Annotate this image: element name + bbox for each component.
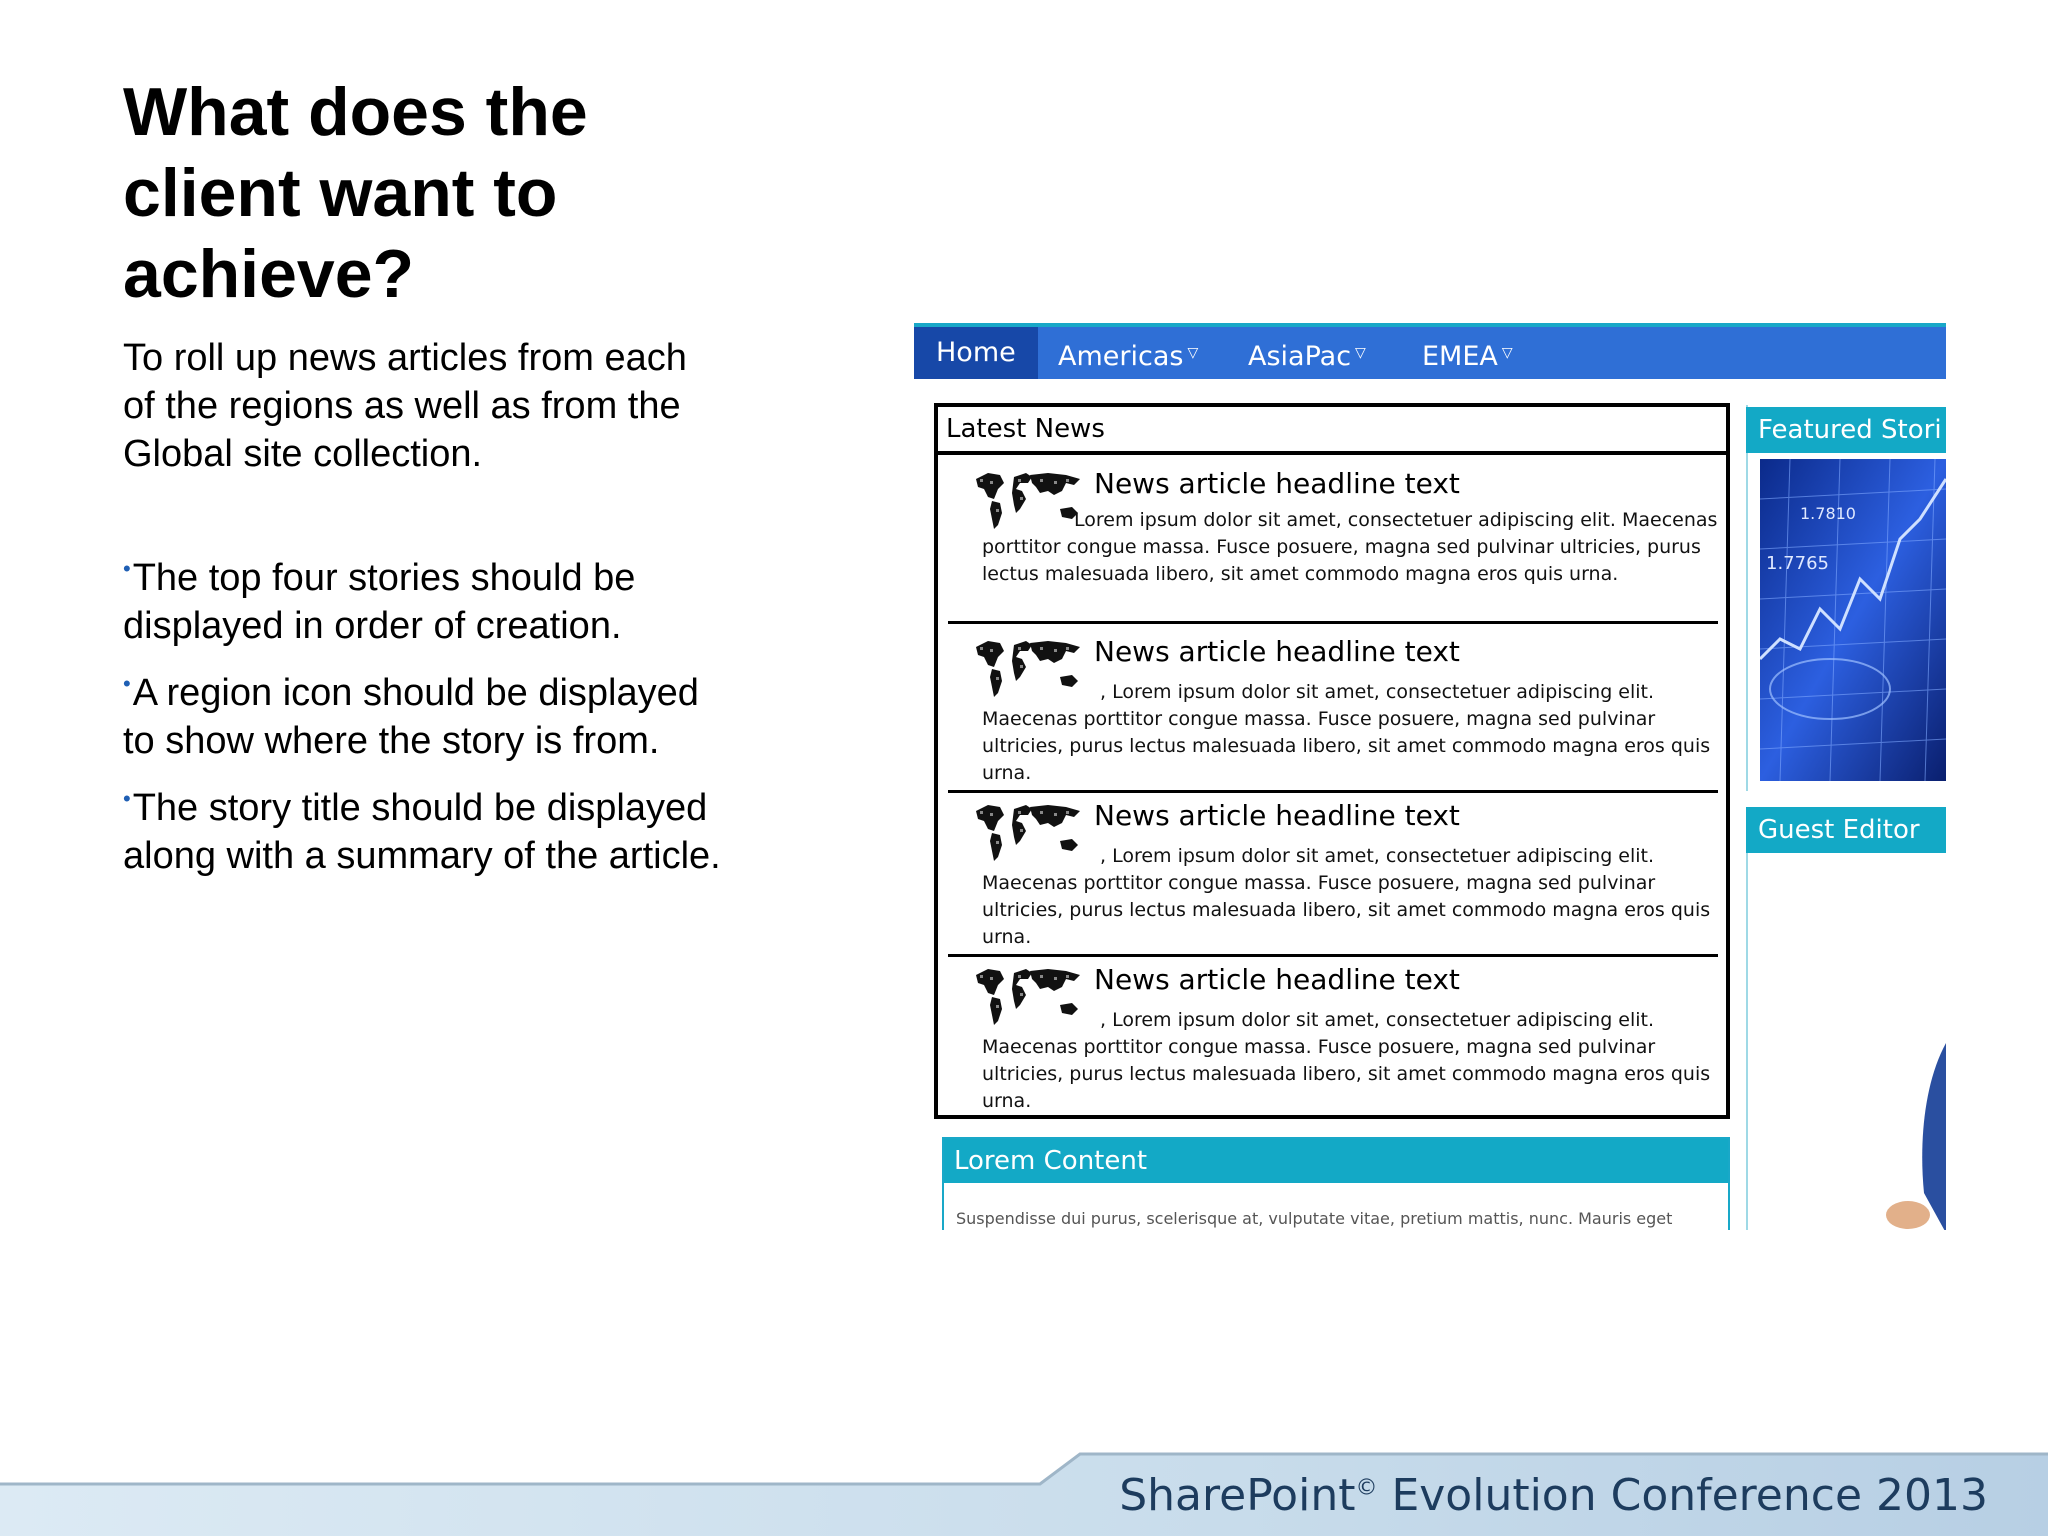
nav-label: EMEA <box>1422 341 1498 372</box>
chart-label: 1.7765 <box>1766 553 1829 574</box>
slide-title: What does the client want to achieve? <box>123 74 588 312</box>
nav-label: Americas <box>1058 341 1184 372</box>
nav-item-home[interactable] <box>914 327 1038 379</box>
bullet-dot-icon: • <box>123 556 131 581</box>
conference-name: Evolution Conference 2013 <box>1377 1470 1988 1521</box>
article-headline[interactable]: News article headline text <box>1094 799 1460 832</box>
stock-chart-image <box>1760 459 1946 781</box>
nav-label: Home <box>936 337 1016 368</box>
brand-name: SharePoint <box>1119 1470 1356 1521</box>
guest-editor-photo <box>1864 1043 1946 1230</box>
latest-news-webpart <box>934 403 1730 1119</box>
lorem-content-text: Suspendisse dui purus, scelerisque at, vulputate vitae, pretium mattis, nunc. Mauris eget <box>956 1209 1673 1228</box>
featured-stories-heading[interactable]: Featured Stori <box>1746 407 1946 453</box>
article-divider <box>948 621 1718 624</box>
nav-item-asiapac[interactable] <box>1226 327 1388 379</box>
news-article[interactable] <box>948 627 1718 787</box>
news-article[interactable] <box>948 955 1718 1115</box>
chevron-down-icon: ▽ <box>1501 345 1513 361</box>
nav-label: AsiaPac <box>1248 341 1352 372</box>
lorem-content-webpart <box>942 1137 1730 1230</box>
requirement-text: The story title should be displayed along with a summary of the article. <box>123 787 721 877</box>
chart-label: 1.7810 <box>1800 504 1856 523</box>
article-headline[interactable]: News article headline text <box>1094 963 1460 996</box>
requirement-text: The top four stories should be displayed in order of creation. <box>123 557 636 647</box>
guest-editor-heading[interactable]: Guest Editor <box>1746 807 1946 853</box>
article-headline[interactable]: News article headline text <box>1094 635 1460 668</box>
requirement-item <box>123 545 783 650</box>
lorem-content-heading: Lorem Content <box>944 1139 1728 1183</box>
requirement-item <box>123 660 783 765</box>
bullet-dot-icon: • <box>123 786 131 811</box>
site-mockup-screenshot <box>914 323 1946 1230</box>
article-headline[interactable]: News article headline text <box>1094 467 1460 500</box>
requirement-text: A region icon should be displayed to show where the story is from. <box>123 672 699 762</box>
top-navigation-bar <box>914 323 1946 379</box>
article-summary: , Lorem ipsum dolor sit amet, consectetuer adipiscing elit. Maecenas porttitor congue massa. Fusce posuere, magna sed pulvinar ultricies, purus lectus malesuada libero, sit amet commodo magna eros quis urna. <box>982 1009 1711 1112</box>
latest-news-heading: Latest News <box>938 407 1726 455</box>
bullet-dot-icon: • <box>123 671 131 696</box>
nav-item-emea[interactable] <box>1400 327 1535 379</box>
nav-item-americas[interactable] <box>1036 327 1220 379</box>
news-article[interactable] <box>948 459 1718 619</box>
article-summary: , Lorem ipsum dolor sit amet, consectetuer adipiscing elit. Maecenas porttitor congue massa. Fusce posuere, magna sed pulvinar ultricies, purus lectus malesuada libero, sit amet commodo magna eros quis urna. <box>982 845 1711 948</box>
conference-branding <box>1119 1470 1988 1521</box>
copyright-mark: © <box>1355 1475 1378 1501</box>
intro-paragraph: To roll up news articles from each of the regions as well as from the Global site collection. <box>123 337 687 475</box>
news-article[interactable] <box>948 791 1718 951</box>
article-summary: Lorem ipsum dolor sit amet, consectetuer adipiscing elit. Maecenas porttitor congue massa. Fusce posuere, magna sed pulvinar ultricies, purus lectus malesuada libero, sit amet commodo magna eros quis urna. <box>982 509 1718 585</box>
chevron-down-icon: ▽ <box>1355 345 1366 361</box>
article-summary: , Lorem ipsum dolor sit amet, consectetuer adipiscing elit. Maecenas porttitor congue massa. Fusce posuere, magna sed pulvinar ultricies, purus lectus malesuada libero, sit amet commodo magna eros quis urna. <box>982 681 1711 784</box>
requirements-list <box>123 545 783 890</box>
chevron-down-icon: ▽ <box>1187 345 1199 361</box>
requirement-item <box>123 775 783 880</box>
